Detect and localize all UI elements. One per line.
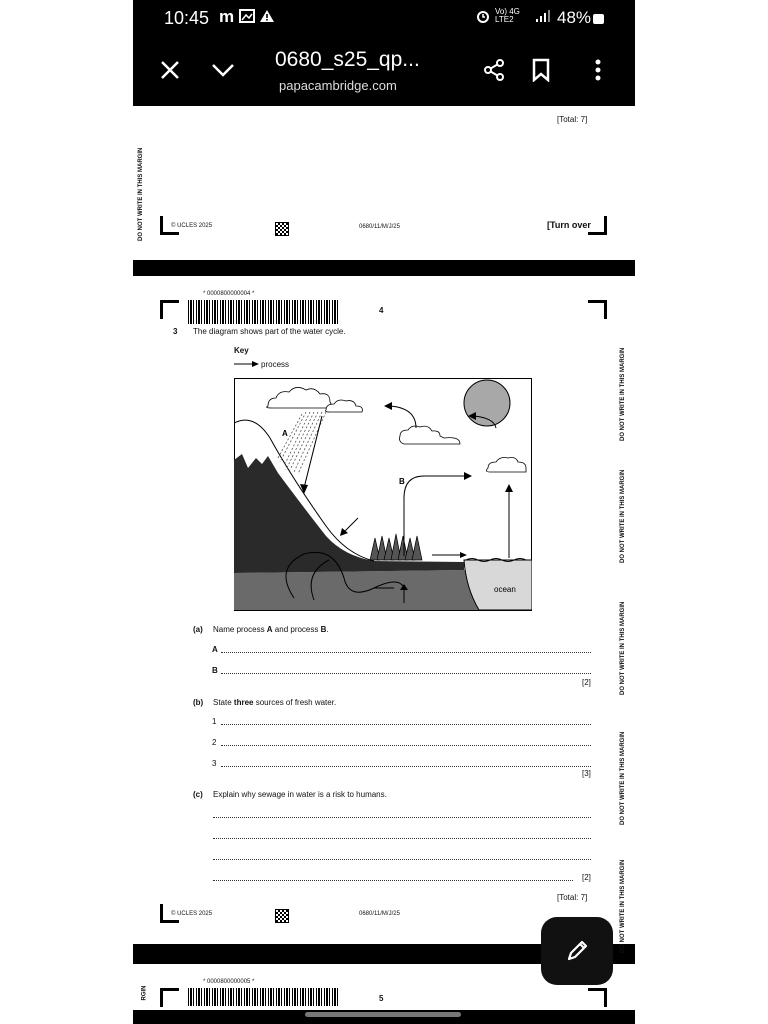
share-button[interactable]	[474, 50, 514, 90]
total-marks: [Total: 7]	[557, 893, 588, 902]
margin-warning: DO NOT WRITE IN THIS MARGIN	[620, 469, 626, 563]
part-b-bold: three	[233, 698, 254, 707]
margin-warning: DO NOT WRITE IN THIS MARGIN	[620, 347, 626, 441]
marks: [2]	[582, 873, 591, 882]
label-b: B	[399, 477, 405, 486]
key-process-label: process	[261, 360, 290, 369]
copyright: © UCLES 2025	[171, 223, 213, 229]
label-ocean: ocean	[494, 585, 516, 594]
battery-percent: 48%	[557, 8, 592, 27]
pdf-page-3[interactable]	[133, 106, 635, 260]
margin-warning: DO NOT WRITE IN THIS MARGIN	[138, 147, 144, 241]
part-c-letter: (c)	[193, 790, 203, 799]
answer-label-a: A	[212, 645, 218, 654]
crop-corner	[588, 988, 607, 1007]
close-button[interactable]	[150, 50, 190, 90]
bookmark-icon	[531, 58, 551, 82]
part-a-question	[213, 625, 329, 634]
barcode	[188, 300, 338, 324]
paper-code: 0680/11/M/J/25	[359, 224, 400, 230]
total-marks: [Total: 7]	[557, 115, 588, 124]
pdf-page-4[interactable]	[133, 276, 635, 953]
part-a-text: and process	[272, 625, 321, 634]
part-a-text: Name process	[213, 625, 267, 634]
edit-button[interactable]	[541, 917, 613, 985]
more-options-button[interactable]	[578, 50, 618, 90]
answer-line[interactable]	[221, 652, 591, 653]
page-number: 5	[379, 994, 384, 1003]
part-b-letter: (b)	[193, 698, 204, 707]
network-type: Vo) 4G	[495, 7, 520, 16]
turn-over: [Turn over	[547, 220, 591, 230]
part-a-letter: (a)	[193, 625, 203, 634]
margin-warning: DO NOT WRITE IN THIS MARGIN	[620, 859, 626, 953]
answer-number-1: 1	[212, 717, 217, 726]
margin-warning: DO NOT WRITE IN THIS MARGIN	[620, 731, 626, 825]
answer-line[interactable]	[221, 766, 591, 767]
answer-line[interactable]	[221, 673, 591, 674]
browser-toolbar	[133, 36, 635, 106]
answer-line[interactable]	[213, 838, 591, 839]
gallery-icon	[239, 9, 255, 26]
copyright: © UCLES 2025	[171, 911, 213, 917]
marks: [3]	[582, 769, 591, 778]
answer-label-b: B	[212, 666, 218, 675]
margin-warning: RGIN	[141, 985, 148, 1001]
answer-line[interactable]	[213, 859, 591, 860]
water-cycle-diagram	[234, 378, 532, 611]
answer-line[interactable]	[213, 817, 591, 818]
chevron-down-icon	[211, 62, 235, 78]
answer-number-2: 2	[212, 738, 217, 747]
warning-icon	[259, 9, 275, 26]
barcode-text: * 0000800000004 *	[203, 291, 255, 297]
marks: [2]	[582, 678, 591, 687]
network-sub: LTE2	[495, 15, 514, 24]
phone-screen	[133, 0, 635, 1024]
crop-corner	[588, 300, 607, 319]
part-a-bold-a: A	[266, 625, 273, 634]
answer-line[interactable]	[221, 724, 591, 725]
qr-code	[275, 222, 289, 236]
answer-number-3: 3	[212, 759, 217, 768]
bookmark-button[interactable]	[521, 50, 561, 90]
paper-code: 0680/11/M/J/25	[359, 911, 400, 917]
network-label	[495, 8, 520, 24]
alarm-icon	[476, 9, 490, 26]
part-b-text: sources of fresh water.	[253, 698, 337, 707]
crop-corner	[160, 300, 179, 319]
question-number: 3	[173, 327, 178, 336]
signal-icon	[535, 9, 551, 26]
part-b-question	[213, 698, 336, 707]
key-title: Key	[234, 346, 249, 355]
key-arrow-icon	[234, 360, 260, 368]
status-time: 10:45	[164, 8, 210, 28]
document-title: 0680_s25_qp...	[275, 48, 420, 71]
share-icon	[482, 58, 506, 82]
part-a-text: .	[326, 625, 329, 634]
question-text: The diagram shows part of the water cycle.	[193, 327, 346, 336]
close-icon	[159, 59, 181, 81]
crop-corner	[160, 988, 179, 1007]
part-a-bold-b: B	[320, 625, 327, 634]
barcode	[188, 988, 338, 1006]
part-b-text: State	[213, 698, 234, 707]
collapse-button[interactable]	[203, 50, 243, 90]
home-indicator[interactable]	[305, 1012, 461, 1017]
page-number: 4	[379, 306, 384, 315]
crop-corner	[588, 216, 607, 235]
pencil-icon	[564, 938, 590, 964]
label-a: A	[282, 429, 288, 438]
qr-code	[275, 909, 289, 923]
document-url: papacambridge.com	[279, 78, 397, 93]
answer-line[interactable]	[213, 880, 573, 881]
status-bar	[133, 0, 635, 36]
battery-icon	[593, 11, 605, 27]
margin-warning: DO NOT WRITE IN THIS MARGIN	[620, 601, 626, 695]
notification-icon: m	[219, 7, 235, 26]
barcode-text: * 0000800000005 *	[203, 979, 255, 985]
part-c-question: Explain why sewage in water is a risk to humans.	[213, 790, 387, 799]
more-vert-icon	[594, 58, 602, 82]
answer-line[interactable]	[221, 745, 591, 746]
